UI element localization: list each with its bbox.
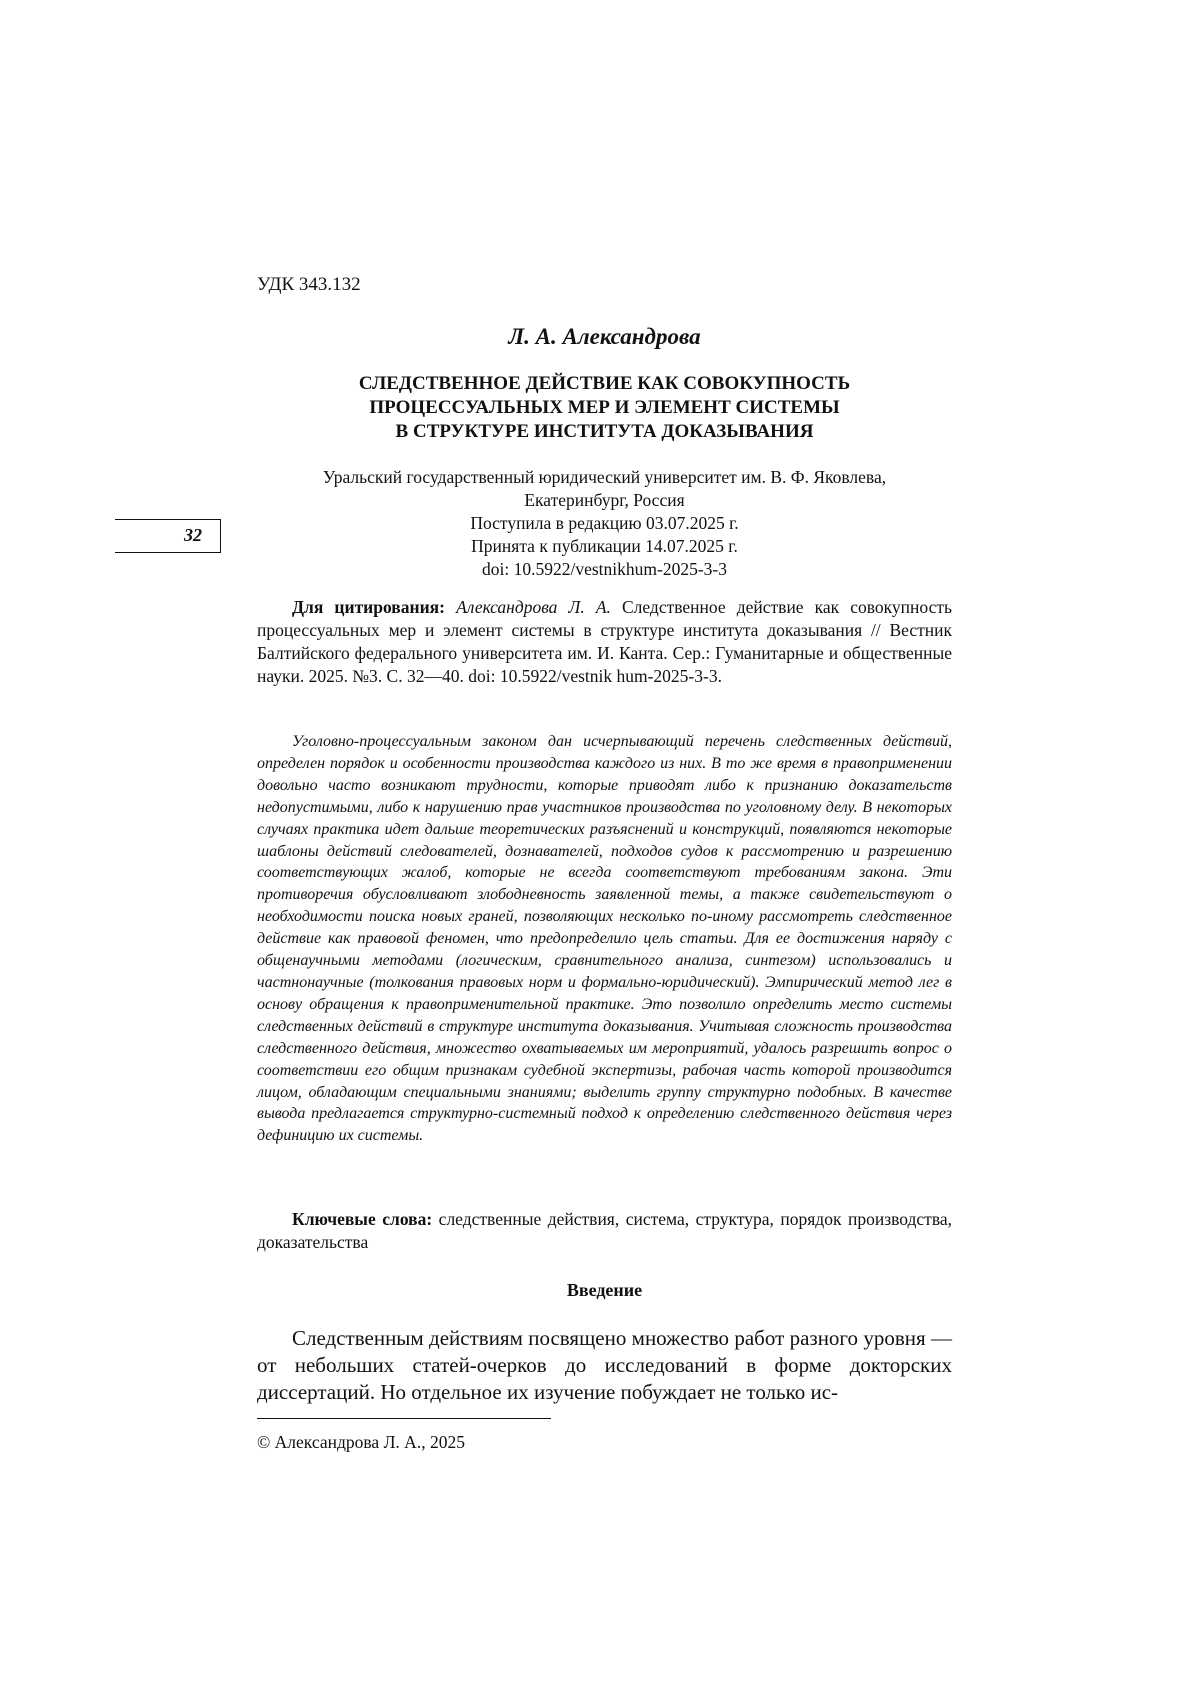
page-number: 32 — [184, 525, 202, 545]
page-number-box — [115, 519, 221, 553]
title-line: ПРОЦЕССУАЛЬНЫХ МЕР И ЭЛЕМЕНТ СИСТЕМЫ — [369, 397, 840, 418]
intro-paragraph: Следственным действиям посвящено множество работ разного уровня — от небольших статей-очерков до исследований в форме докторских диссертаций. Но отдельное их изучение побуждает не только ис- — [257, 1326, 952, 1404]
abstract: Уголовно-процессуальным законом дан исчерпывающий перечень следственных действий, определен порядок и особенности производства каждого из них. В то же время в правоприменении довольно часто возникают трудности, которые приводят либо к признанию доказательств недопустимыми, либо к нарушению прав участников производства по уголовному делу. В некоторых случаях практика идет дальше теоретических разъяснений и конструкций, появляются некоторые шаблоны действий следователей, дознавателей, подходов судов к рассмотрению и разрешению соответствующих жалоб, которые не всегда соответствуют требованиям закона. Эти противоречия обусловливают злободневность заявленной темы, а также свидетельствуют о необходимости поиска новых граней, позволяющих несколько по-иному рассмотреть следственное действие как правовой феномен, что предопределило цель статьи. Для ее достижения наряду с общенаучными методами (логическим, сравнительного анализа, синтезом) использовались и частнонаучные (толкования правовых норм и формально-юридический). Эмпирический метод лег в основу обращения к правоприменительной практике. Это позволило определить место системы следственных действий в структуре института доказывания. Учитывая сложность производства следственного действия, множество охватываемых им мероприятий, удалось разрешить вопрос о соответствии его общим признакам судебной экспертизы, рабочая часть которой производится лицом, обладающим специальными знаниями; выделить группу структурно подобных. В качестве вывода предлагается структурно-системный подход к определению следственного действия через дефиницию их системы. — [257, 733, 952, 1145]
citation-paragraph — [257, 596, 952, 688]
keywords-paragraph — [257, 1208, 952, 1254]
keywords-text: следственные действия, система, структура, порядок производства, доказательства — [257, 1209, 952, 1252]
keywords-label: Ключевые слова: — [292, 1209, 433, 1229]
affiliation-city: Екатеринбург, Россия — [524, 490, 685, 510]
accepted-date: Принята к публикации 14.07.2025 г. — [471, 536, 738, 556]
section-heading: Введение — [566, 1280, 643, 1300]
citation-text: Следственное действие как совокупность процессуальных мер и элемент системы в структуре института доказывания // Вестник Балтийского федерального университета им. И. Канта. Сер.: Гуманитарные и общественные науки. 2025. №3. С. 32—40. doi: 10.5922/vestnik hum-2025-3-3. — [257, 597, 952, 686]
author-name: Л. А. Александрова — [508, 324, 701, 349]
title-line: СЛЕДСТВЕННОЕ ДЕЙСТВИЕ КАК СОВОКУПНОСТЬ — [358, 373, 851, 394]
affiliation-block — [257, 466, 952, 581]
footnote-divider — [257, 1418, 551, 1419]
udk-code: УДК 343.132 — [257, 274, 361, 295]
citation-author: Александрова Л. А. — [456, 597, 611, 617]
article-title — [257, 372, 952, 444]
received-date: Поступила в редакцию 03.07.2025 г. — [470, 513, 739, 533]
affiliation-university: Уральский государственный юридический университет им. В. Ф. Яковлева, — [322, 467, 887, 487]
copyright-notice: © Александрова Л. А., 2025 — [257, 1432, 465, 1452]
title-line: В СТРУКТУРЕ ИНСТИТУТА ДОКАЗЫВАНИЯ — [395, 421, 814, 442]
doi: doi: 10.5922/vestnikhum-2025-3-3 — [482, 559, 727, 579]
citation-label: Для цитирования: — [292, 597, 445, 617]
